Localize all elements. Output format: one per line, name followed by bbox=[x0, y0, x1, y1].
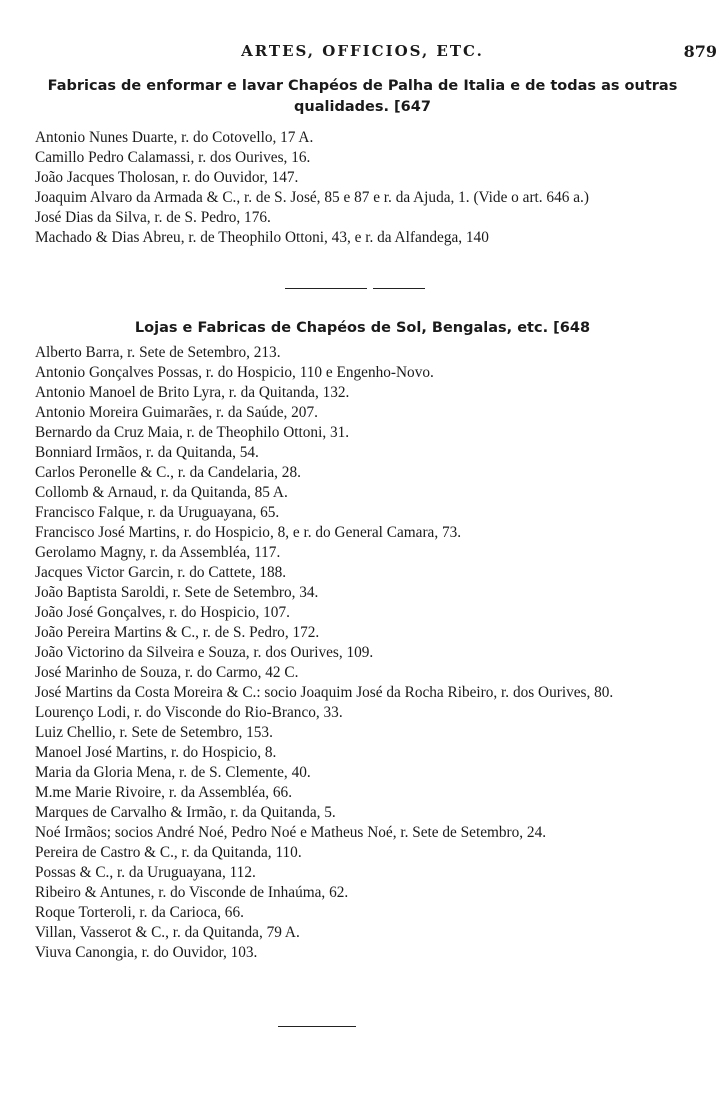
list-item: José Marinho de Souza, r. do Carmo, 42 C. bbox=[35, 664, 299, 681]
page-number: 879 bbox=[683, 42, 717, 61]
list-item: Ribeiro & Antunes, r. do Visconde de Inhaúma, 62. bbox=[35, 884, 349, 901]
list-item: Joaquim Alvaro da Armada & C., r. de S. José, 85 e 87 e r. da Ajuda, 1. (Vide o art. 646 a.) bbox=[35, 189, 589, 206]
list-item: Camillo Pedro Calamassi, r. dos Ourives, 16. bbox=[35, 149, 311, 166]
list-item: Manoel José Martins, r. do Hospicio, 8. bbox=[35, 744, 277, 761]
list-item: José Dias da Silva, r. de S. Pedro, 176. bbox=[35, 209, 271, 226]
section-entries-umbrellas bbox=[35, 343, 715, 963]
list-item: Viuva Canongia, r. do Ouvidor, 103. bbox=[35, 944, 258, 961]
list-item: M.me Marie Rivoire, r. da Assembléa, 66. bbox=[35, 784, 293, 801]
section-divider bbox=[285, 288, 367, 289]
running-head: ARTES, OFFICIOS, ETC. bbox=[241, 42, 484, 60]
list-item: Roque Torteroli, r. da Carioca, 66. bbox=[35, 904, 244, 921]
list-item: João Jacques Tholosan, r. do Ouvidor, 147. bbox=[35, 169, 299, 186]
section-entries-hats-straw bbox=[35, 128, 715, 248]
list-item: João Baptista Saroldi, r. Sete de Setembro, 34. bbox=[35, 584, 319, 601]
list-item: Machado & Dias Abreu, r. de Theophilo Ottoni, 43, e r. da Alfandega, 140 bbox=[35, 229, 489, 246]
list-item: Alberto Barra, r. Sete de Setembro, 213. bbox=[35, 344, 281, 361]
list-item: João Pereira Martins & C., r. de S. Pedro, 172. bbox=[35, 624, 320, 641]
list-item: João Victorino da Silveira e Souza, r. dos Ourives, 109. bbox=[35, 644, 374, 661]
section-divider bbox=[373, 288, 425, 289]
section-code: [647 bbox=[394, 99, 431, 115]
list-item: Collomb & Arnaud, r. da Quitanda, 85 A. bbox=[35, 484, 288, 501]
list-item: Carlos Peronelle & C., r. da Candelaria, 28. bbox=[35, 464, 301, 481]
section-heading-hats-straw bbox=[0, 76, 725, 118]
list-item: Gerolamo Magny, r. da Assembléa, 117. bbox=[35, 544, 281, 561]
list-item: João José Gonçalves, r. do Hospicio, 107. bbox=[35, 604, 290, 621]
list-item: Luiz Chellio, r. Sete de Setembro, 153. bbox=[35, 724, 273, 741]
list-item: Villan, Vasserot & C., r. da Quitanda, 79 A. bbox=[35, 924, 300, 941]
section-heading-text: Lojas e Fabricas de Chapéos de Sol, Bengalas, etc. bbox=[134, 320, 549, 336]
list-item: Noé Irmãos; socios André Noé, Pedro Noé e Matheus Noé, r. Sete de Setembro, 24. bbox=[35, 824, 547, 841]
list-item: Bernardo da Cruz Maia, r. de Theophilo Ottoni, 31. bbox=[35, 424, 350, 441]
list-item: Maria da Gloria Mena, r. de S. Clemente, 40. bbox=[35, 764, 311, 781]
list-item: Bonniard Irmãos, r. da Quitanda, 54. bbox=[35, 444, 259, 461]
list-item: Pereira de Castro & C., r. da Quitanda, 110. bbox=[35, 844, 302, 861]
list-item: Antonio Manoel de Brito Lyra, r. da Quitanda, 132. bbox=[35, 384, 350, 401]
list-item: Francisco Falque, r. da Uruguayana, 65. bbox=[35, 504, 280, 521]
list-item: Francisco José Martins, r. do Hospicio, 8, e r. do General Camara, 73. bbox=[35, 524, 462, 541]
list-item: Jacques Victor Garcin, r. do Cattete, 188. bbox=[35, 564, 287, 581]
list-item: Antonio Gonçalves Possas, r. do Hospicio, 110 e Engenho-Novo. bbox=[35, 364, 434, 381]
section-heading-umbrellas bbox=[0, 318, 725, 339]
section-divider bbox=[278, 1026, 356, 1027]
list-item: Possas & C., r. da Uruguayana, 112. bbox=[35, 864, 256, 881]
section-code: [648 bbox=[553, 320, 591, 336]
list-item: José Martins da Costa Moreira & C.: socio Joaquim José da Rocha Ribeiro, r. dos Ourives, 80. bbox=[35, 684, 614, 701]
list-item: Antonio Moreira Guimarães, r. da Saúde, 207. bbox=[35, 404, 318, 421]
list-item: Marques de Carvalho & Irmão, r. da Quitanda, 5. bbox=[35, 804, 336, 821]
list-item: Antonio Nunes Duarte, r. do Cotovello, 17 A. bbox=[35, 129, 314, 146]
section-heading-text: Fabricas de enformar e lavar Chapéos de Palha de Italia e de todas as outras qualidades. bbox=[47, 78, 678, 115]
list-item: Lourenço Lodi, r. do Visconde do Rio-Branco, 33. bbox=[35, 704, 343, 721]
